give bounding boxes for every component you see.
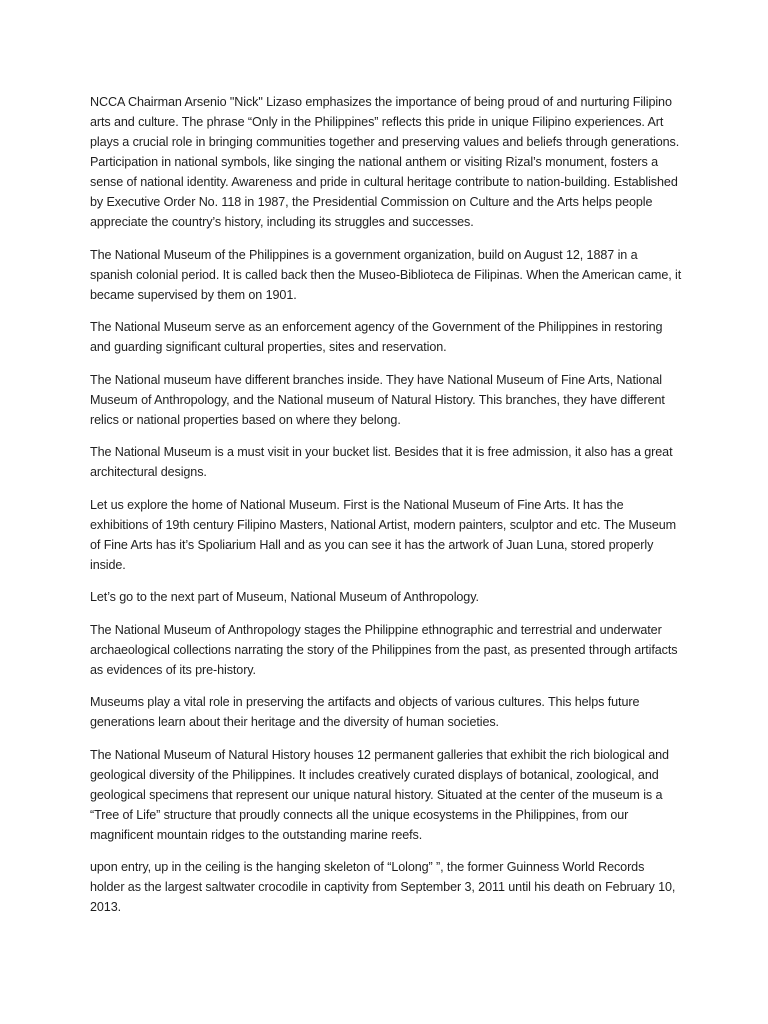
paragraph-must-visit: The National Museum is a must visit in your bucket list. Besides that it is free admission, it also has a great architectural designs. (90, 445, 673, 479)
paragraph-anthropology: The National Museum of Anthropology stages the Philippine ethnographic and terrestrial and underwater archaeological collections narrating the story of the Philippines from the past, as presented through artifacts as evidences of its pre-history. (90, 622, 678, 677)
paragraph-fine-arts: Let us explore the home of National Museum. First is the National Museum of Fine Arts. It has the exhibitions of 19th century Filipino Masters, National Artist, modern painters, sculptor and etc. The Museum of Fine Arts has it’s Spoliarium Hall and as you can see it has the artwork of Juan Luna, stored properly inside. (90, 497, 677, 572)
paragraph-natural-history: The National Museum of Natural History houses 12 permanent galleries that exhibit the rich biological and geological diversity of the Philippines. It includes creatively curated displays of botanical, zoological, and geological specimens that represent our unique natural history. Situated at the center of the museum is a “Tree of Life” structure that proudly connects all the unique ecosystems in the Philippines, from our magnificent mountain ridges to the outstanding marine reefs. (90, 747, 669, 842)
paragraph-enforcement-agency: The National Museum serve as an enforcement agency of the Government of the Philippines in restoring and guarding significant cultural properties, sites and reservation. (90, 320, 663, 354)
paragraph-lolong: upon entry, up in the ceiling is the hanging skeleton of “Lolong” ”, the former Guinness World Records holder as the largest saltwater crocodile in captivity from September 3, 2011 until his death on February 10, 2013. (90, 860, 676, 914)
paragraph-branches: The National museum have different branches inside. They have National Museum of Fine Arts, National Museum of Anthropology, and the National museum of Natural History. This branches, they have different relics or national properties based on where they belong. (90, 372, 665, 427)
paragraph-next-part: Let’s go to the next part of Museum, National Museum of Anthropology. (90, 590, 479, 604)
paragraph-museums-role: Museums play a vital role in preserving the artifacts and objects of various cultures. This helps future generations learn about their heritage and the diversity of human societies. (90, 695, 640, 729)
paragraph-ncca-chairman: NCCA Chairman Arsenio "Nick" Lizaso emphasizes the importance of being proud of and nurturing Filipino arts and culture. The phrase “Only in the Philippines” reflects this pride in unique Filipino experiences. Art plays a crucial role in bringing communities together and preserving values and beliefs through generations. Participation in national symbols, like singing the national anthem or visiting Rizal’s monument, fosters a sense of national identity. Awareness and pride in cultural heritage contribute to nation-building. Established by Executive Order No. 118 in 1987, the Presidential Commission on Culture and the Arts helps people appreciate the country’s history, including its struggles and successes. (90, 95, 680, 229)
document-body (90, 92, 682, 930)
paragraph-museum-history: The National Museum of the Philippines is a government organization, build on August 12, 1887 in a spanish colonial period. It is called back then the Museo-Biblioteca de Filipinas. When the American came, it became supervised by them on 1901. (90, 247, 682, 302)
